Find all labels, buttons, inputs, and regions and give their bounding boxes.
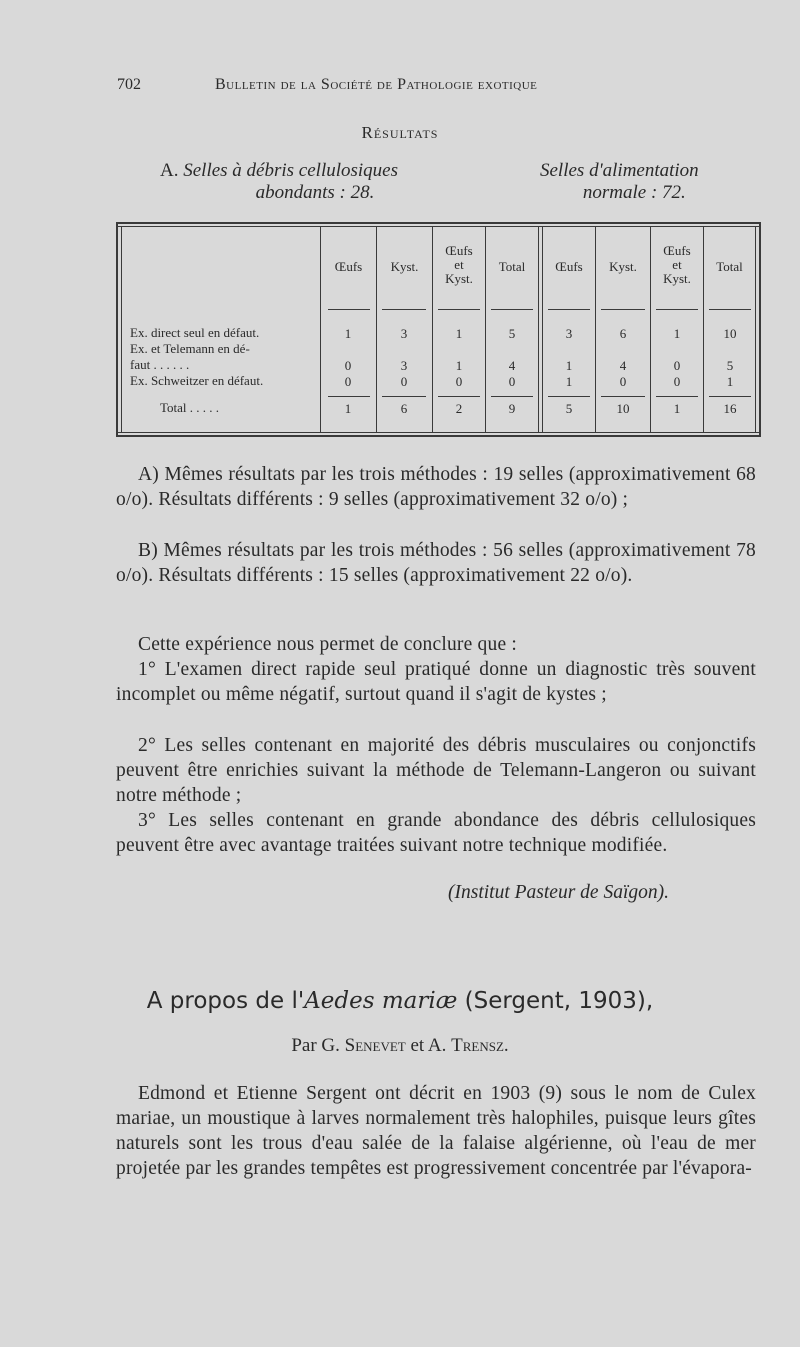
species-name: Aedes mariæ (304, 988, 458, 1014)
header-stub (328, 309, 370, 310)
table-cell: 0 (619, 374, 627, 389)
total-cell: 1 (673, 401, 681, 416)
table-cell: 0 (344, 374, 352, 389)
total-stub (438, 396, 480, 397)
table-cell: 1 (565, 374, 573, 389)
table-cell: 0 (673, 358, 681, 373)
table-right-rule (759, 222, 761, 437)
body-paragraph: Edmond et Etienne Sergent ont décrit en 1903 (9) sous le nom de Culex mariae, un moustique à larves normalement très halophiles, puisque leurs gîtes naturels sont les trous d'eau salée de la falaise algérienne, où l'eau de mer projetée par les grandes tempêtes est progressivement concentrée par l'évapora- (116, 1083, 756, 1179)
paragraph-b-result: B) Mêmes résultats par les trois méthodes : 56 selles (approximativement 78 o/o). Résultats différents : 15 selles (approximativement 22 o/o). (116, 540, 756, 586)
total-stub (656, 396, 698, 397)
conclusion-point-3: 3° Les selles contenant en grande abondance des débris cellulosiques peuvent être avec avantage traitées suivant notre technique modifiée. (116, 810, 756, 856)
journal-title: Bulletin de la Société de Pathologie exotique (215, 76, 538, 93)
table-col-rule (320, 226, 321, 433)
table-left-rule-inner (121, 226, 122, 433)
row-label: Ex. direct seul en défaut. (130, 325, 260, 340)
row-label: Ex. et Telemann en dé- (130, 341, 250, 356)
table-col-rule (538, 226, 539, 433)
group-a-label: A. (160, 160, 179, 181)
header-stub (491, 309, 533, 310)
conclusion-point-2: 2° Les selles contenant en majorité des débris musculaires ou conjonctifs peuvent être enrichies suivant la méthode de Telemann-Langeron ou suivant notre méthode ; (116, 735, 756, 806)
table-cell: 10 (723, 326, 737, 341)
group-b-title-line1: Selles d'alimentation (540, 160, 699, 181)
column-header: Œufs (555, 259, 583, 274)
table-cell: 0 (673, 374, 681, 389)
row-label: Ex. Schweitzer en défaut. (130, 373, 264, 388)
table-cell: 1 (565, 358, 573, 373)
table-cell: 1 (455, 358, 463, 373)
total-cell: 16 (723, 401, 737, 416)
total-cell: 2 (455, 401, 463, 416)
table-col-rule (595, 226, 596, 433)
table-col-rule (703, 226, 704, 433)
table-col-rule (485, 226, 486, 433)
table-cell: 5 (508, 326, 516, 341)
table-bottom-rule-inner (116, 432, 761, 433)
table-cell: 0 (400, 374, 408, 389)
table-cell: 3 (565, 326, 573, 341)
total-label: Total . . . . . (160, 400, 220, 415)
header-stub (548, 309, 590, 310)
group-b-title-line2: normale : 72. (582, 182, 686, 203)
total-cell: 1 (344, 401, 352, 416)
table-cell: 3 (400, 326, 408, 341)
total-stub (709, 396, 751, 397)
table-cell: 0 (344, 358, 352, 373)
column-header: Œufs et Kyst. (663, 243, 691, 286)
paragraph-a-result: A) Mêmes résultats par les trois méthodes : 19 selles (approximativement 68 o/o). Résultats différents : 9 selles (approximativement 32 o/o) ; (116, 464, 756, 510)
group-b-heading (540, 160, 699, 204)
header-stub (382, 309, 426, 310)
header-stub (656, 309, 698, 310)
table-cell: 0 (455, 374, 463, 389)
conclusion-point-1: 1° L'examen direct rapide seul pratiqué donne un diagnostic très souvent incomplet ou même négatif, surtout quand il s'agit de kystes ; (116, 659, 756, 705)
table-cell: 1 (455, 326, 463, 341)
group-a-title-line1: Selles à débris cellulosiques (183, 160, 399, 181)
column-header: Total (716, 259, 743, 274)
column-header: Kyst. (609, 259, 637, 274)
article-authors: Par G. Senevet et A. Trensz. (291, 1035, 509, 1056)
group-a-heading (160, 160, 398, 204)
total-stub (601, 396, 645, 397)
table-cell: 5 (726, 358, 734, 373)
author-name: Trensz. (451, 1035, 509, 1056)
total-cell: 10 (616, 401, 630, 416)
table-bottom-rule (116, 435, 761, 437)
header-stub (601, 309, 645, 310)
header-stub (709, 309, 751, 310)
table-cell: 1 (726, 374, 734, 389)
conclusion-intro: Cette expérience nous permet de conclure que : (138, 634, 517, 655)
group-a-title-line2: abondants : 28. (255, 182, 375, 203)
total-cell: 5 (565, 401, 573, 416)
column-header: Kyst. (390, 259, 419, 274)
table-cell: 6 (619, 326, 627, 341)
total-cell: 6 (400, 401, 408, 416)
table-top-rule-inner (116, 226, 761, 227)
table-cell: 3 (400, 358, 408, 373)
total-stub (548, 396, 590, 397)
table-cell: 1 (673, 326, 681, 341)
header-stub (438, 309, 480, 310)
page-number: 702 (117, 76, 141, 93)
table-col-rule (542, 226, 543, 433)
table-cell: 0 (508, 374, 516, 389)
total-stub (382, 396, 426, 397)
author-name: Senevet (344, 1035, 406, 1056)
total-stub (328, 396, 370, 397)
table-col-rule (376, 226, 377, 433)
table-right-rule-inner (755, 226, 756, 433)
column-header: Œufs (334, 259, 363, 274)
table-cell: 4 (508, 358, 516, 373)
table-cell: 4 (619, 358, 627, 373)
column-header: Œufs et Kyst. (445, 243, 473, 286)
table-top-rule (116, 222, 761, 224)
institution-signature: (Institut Pasteur de Saïgon). (448, 882, 669, 903)
column-header: Total (498, 259, 526, 274)
table-left-rule (116, 222, 118, 437)
table-cell: 1 (344, 326, 352, 341)
total-stub (491, 396, 533, 397)
article-title: A propos de l'Aedes mariæ (Sergent, 1903), (146, 988, 654, 1014)
row-label-continued: faut . . . . . . (130, 357, 190, 372)
total-cell: 9 (508, 401, 516, 416)
section-title: Résultats (361, 123, 439, 142)
